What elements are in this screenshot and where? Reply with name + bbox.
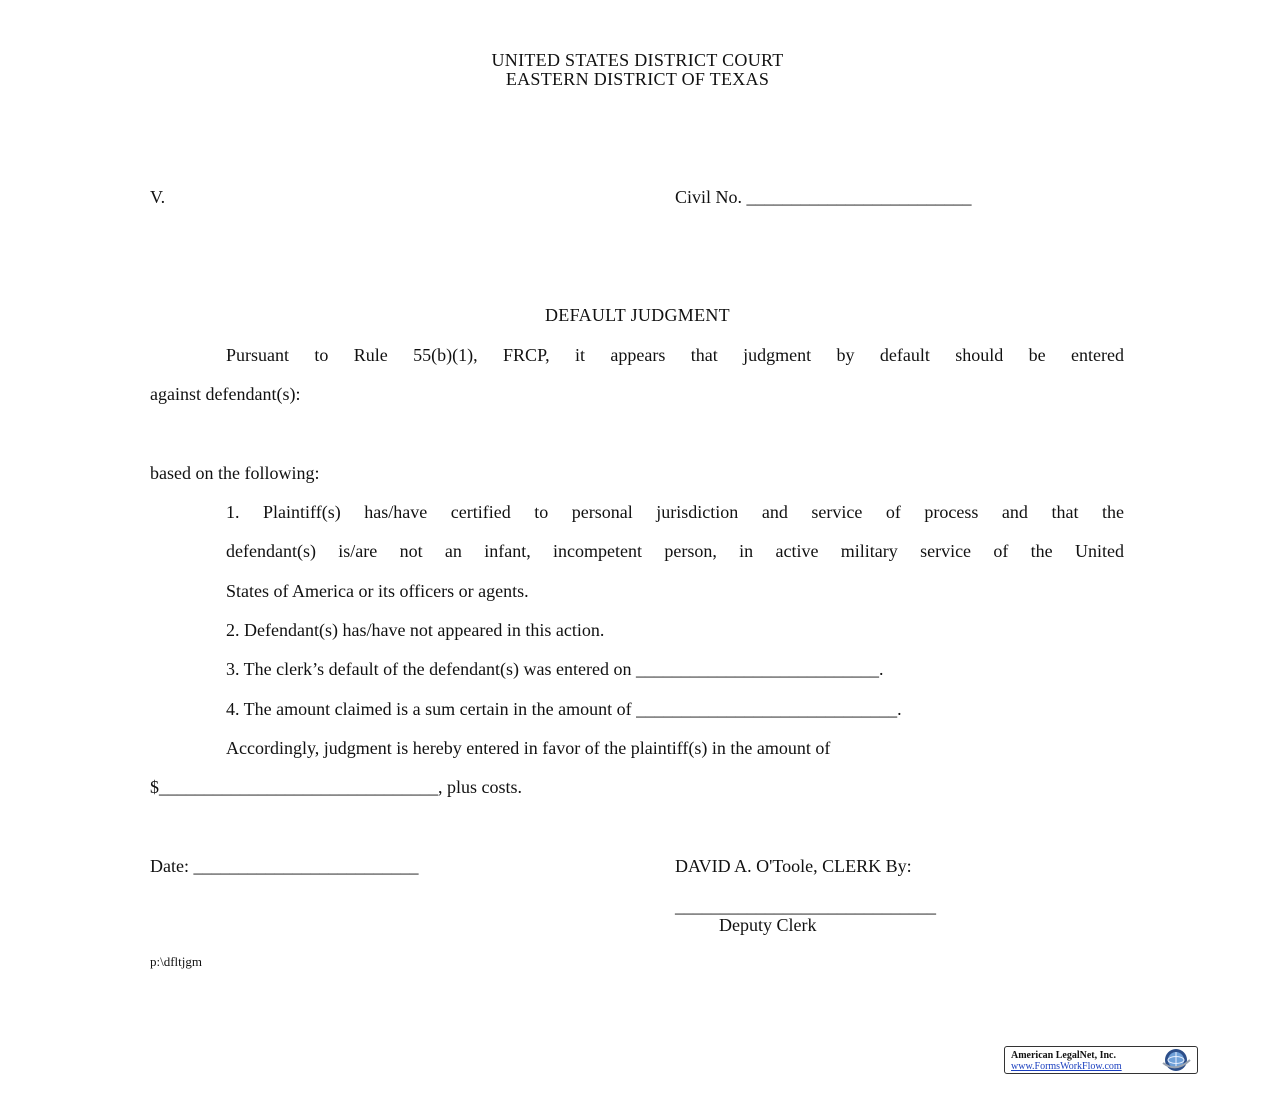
clerk-name: DAVID A. O'Toole, CLERK By: [675, 856, 912, 876]
item-1-line-1: 1. Plaintiff(s) has/have certified to personal jurisdiction and service of process and that the [226, 502, 1124, 522]
item-2: 2. Defendant(s) has/have not appeared in this action. [226, 620, 605, 640]
civil-number-field: Civil No. _________________________ [675, 187, 972, 207]
intro-line-2: against defendant(s): [150, 384, 301, 404]
accordingly-line-2: $_______________________________, plus costs. [150, 777, 523, 797]
file-code: p:\dfltjgm [150, 954, 202, 969]
badge-company-name: American LegalNet, Inc. [1011, 1050, 1116, 1061]
accordingly-line-1: Accordingly, judgment is hereby entered in favor of the plaintiff(s) in the amount of [226, 738, 831, 758]
intro-line-1: Pursuant to Rule 55(b)(1), FRCP, it appears that judgment by default should be entered [226, 345, 1124, 365]
caption-versus: V. [150, 187, 166, 207]
date-field: Date: _________________________ [150, 856, 419, 876]
badge-url-link[interactable]: www.FormsWorkFlow.com [1011, 1061, 1122, 1072]
globe-logo-icon [1157, 1047, 1195, 1078]
deputy-clerk-label: Deputy Clerk [719, 915, 817, 935]
item-1-line-3: States of America or its officers or agents. [226, 581, 529, 601]
document-title: DEFAULT JUDGMENT [545, 305, 730, 325]
item-3: 3. The clerk’s default of the defendant(s) was entered on ___________________________. [226, 659, 884, 679]
item-1-line-2: defendant(s) is/are not an infant, incompetent person, in active military service of the United [226, 541, 1124, 561]
item-4: 4. The amount claimed is a sum certain in the amount of _____________________________. [226, 699, 902, 719]
court-name: UNITED STATES DISTRICT COURT [491, 50, 784, 70]
based-on-label: based on the following: [150, 463, 320, 483]
american-legalnet-badge[interactable] [1004, 1046, 1198, 1074]
court-district: EASTERN DISTRICT OF TEXAS [505, 69, 770, 89]
signature-line: _____________________________ [675, 896, 936, 916]
